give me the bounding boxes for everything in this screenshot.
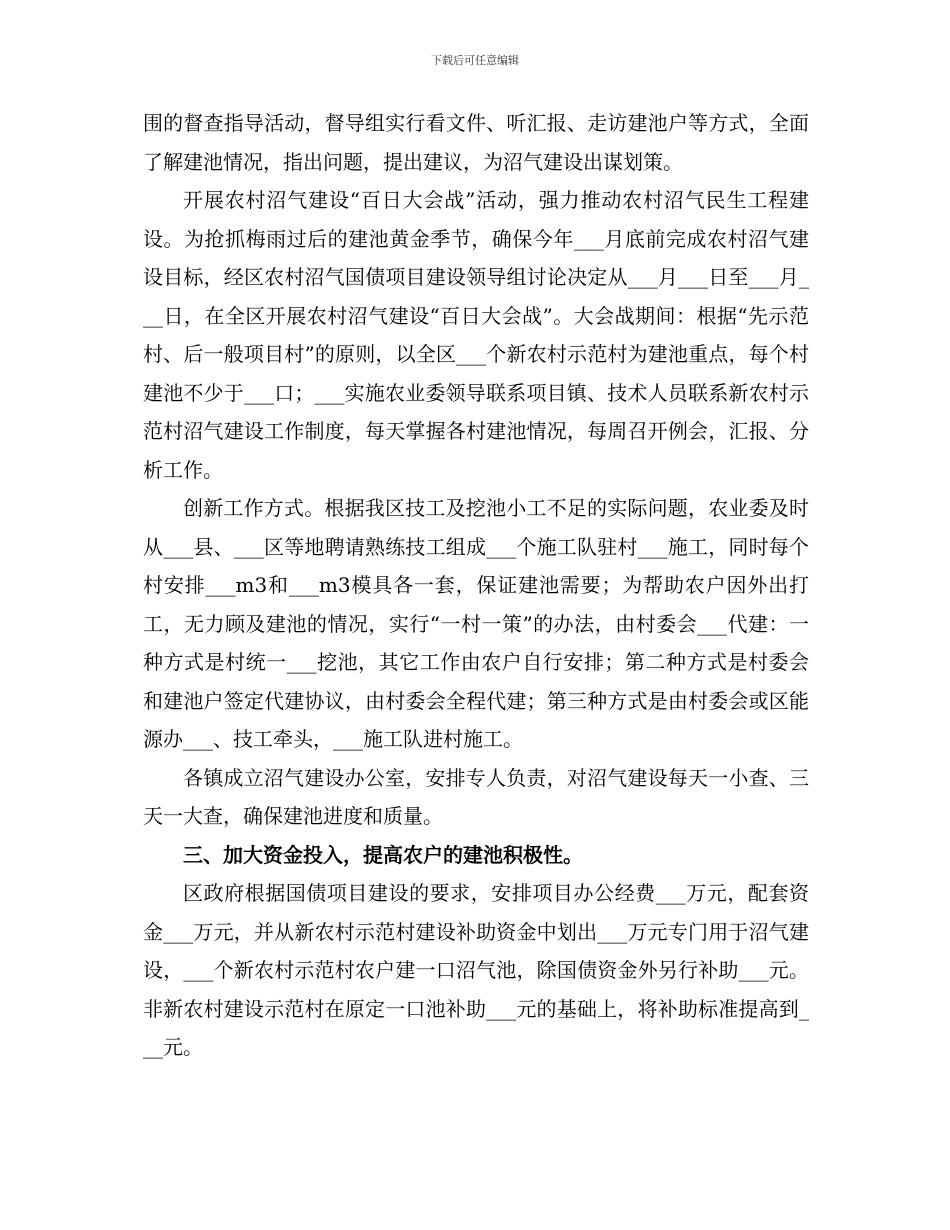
section-heading-funding: 三、加大资金投入，提高农户的建池积极性。 [183,842,583,867]
paragraph-hundred-day-campaign: 开展农村沼气建设“百日大会战”活动，强力推动农村沼气民生工程建设。为抢抓梅雨过后的建池黄金季节，确保今年___月底前完成农村沼气建设目标，经区农村沼气国债项目建设领导组讨论决定从___月___日至___月___日，在全区开展农村沼气建设“百日大会战”。大会战期间：根据“先示范村、后一般项目村”的原则，以全区___个新农村示范村为建池重点，每个村建池不少于___口；___实施农业委领导联系项目镇、技术人员联系新农村示范村沼气建设工作制度，每天掌握各村建池情况，每周召开例会，汇报、分析工作。 [143,188,809,482]
paragraph-funding-details: 区政府根据国债项目建设的要求，安排项目办公经费___万元，配套资金___万元，并从新农村示范村建设补助资金中划出___万元专门用于沼气建设，___个新农村示范村农户建一口沼气池，除国债资金外另行补助___元。非新农村建设示范村在原定一口池补助___元的基础上，将补助标准提高到___元。 [143,881,809,1059]
paragraph-town-offices: 各镇成立沼气建设办公室，安排专人负责，对沼气建设每天一小查、三天一大查，确保建池进度和质量。 [143,765,809,828]
page-header: 下载后可任意编辑 [431,54,519,67]
paragraph-work-methods: 创新工作方式。根据我区技工及挖池小工不足的实际问题，农业委及时从___县、___区等地聘请熟练技工组成___个施工队驻村___施工，同时每个村安排___m3和___m3模具各一套，保证建池需要；为帮助农户因外出打工，无力顾及建池的情况，实行“一村一策”的办法，由村委会___代建：一种方式是村统一___挖池，其它工作由农户自行安排；第二种方式是村委会和建池户签定代建协议，由村委会全程代建；第三种方式是由村委会或区能源办___、技工牵头，___施工队进村施工。 [143,496,809,751]
paragraph-continuation: 围的督查指导活动，督导组实行看文件、听汇报、走访建池户等方式，全面了解建池情况，指出问题，提出建议，为沼气建设出谋划策。 [143,111,809,174]
document-body [143,104,809,1067]
